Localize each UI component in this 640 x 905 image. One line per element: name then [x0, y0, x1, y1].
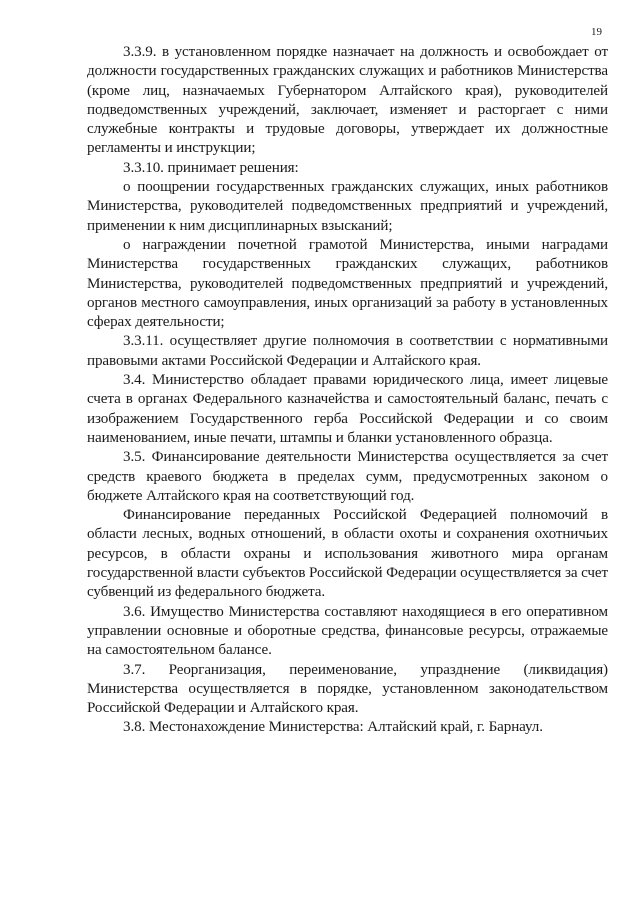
paragraph-3-6: 3.6. Имущество Министерства составляют находящиеся в его оперативном управлении основные и оборотные средства, финансовые ресурсы, отражаемые на самостоятельном балансе.: [87, 603, 608, 659]
paragraph-encouragement: о поощрении государственных гражданских служащих, иных работников Министерства, руководителей подведомственных предприятий и учреждений, применении к ним дисциплинарных взысканий;: [87, 179, 608, 234]
paragraph-3-3-11: 3.3.11. осуществляет другие полномочия в соответствии с нормативными правовыми актами Российской Федерации и Алтайского края.: [87, 333, 608, 369]
page-number: 19: [591, 26, 602, 38]
paragraph-awards: о награждении почетной грамотой Министерства, иными наградами Министерства государственных гражданских служащих, работников Министерства, руководителей подведомственных предприятий и учреждений, органов местного самоуправления, иных организаций за работу в установленных сферах деятельности;: [87, 236, 608, 331]
paragraph-3-3-10: 3.3.10. принимает решения:: [123, 159, 299, 176]
paragraph-3-3-9: 3.3.9. в установленном порядке назначает на должность и освобождает от должности государственных гражданских служащих и работников Министерства (кроме лиц, назначаемых Губернатором Алтайского края), руководителей подведомственных учреждений, заключает, изменяет и расторгает с ними служебные контракты и трудовые договоры, утверждает их должностные регламенты и инструкции;: [87, 44, 608, 157]
paragraph-3-8: 3.8. Местонахождение Министерства: Алтайский край, г. Барнаул.: [123, 719, 543, 736]
paragraph-3-4: 3.4. Министерство обладает правами юридического лица, имеет лицевые счета в органах Федерального казначейства и самостоятельный баланс, печать с изображением Государственного герба Российской Федерации и со своим наименованием, иные печати, штампы и бланки установленного образца.: [87, 372, 608, 446]
paragraph-3-7: 3.7. Реорганизация, переименование, упразднение (ликвидация) Министерства осуществляется в порядке, установленном законодательством Российской Федерации и Алтайского края.: [87, 661, 608, 717]
document-body: [87, 43, 608, 738]
paragraph-3-5: 3.5. Финансирование деятельности Министерства осуществляется за счет средств краевого бюджета в пределах сумм, предусмотренных законом о бюджете Алтайского края на соответствующий год.: [87, 449, 608, 504]
paragraph-federal-funding: Финансирование переданных Российской Федерацией полномочий в области лесных, водных отношений, в области охоты и сохранения охотничьих ресурсов, в области охраны и использования животного мира органам государственной власти субъектов Российской Федерации осуществляется за счет субвенций из федерального бюджета.: [87, 507, 608, 601]
